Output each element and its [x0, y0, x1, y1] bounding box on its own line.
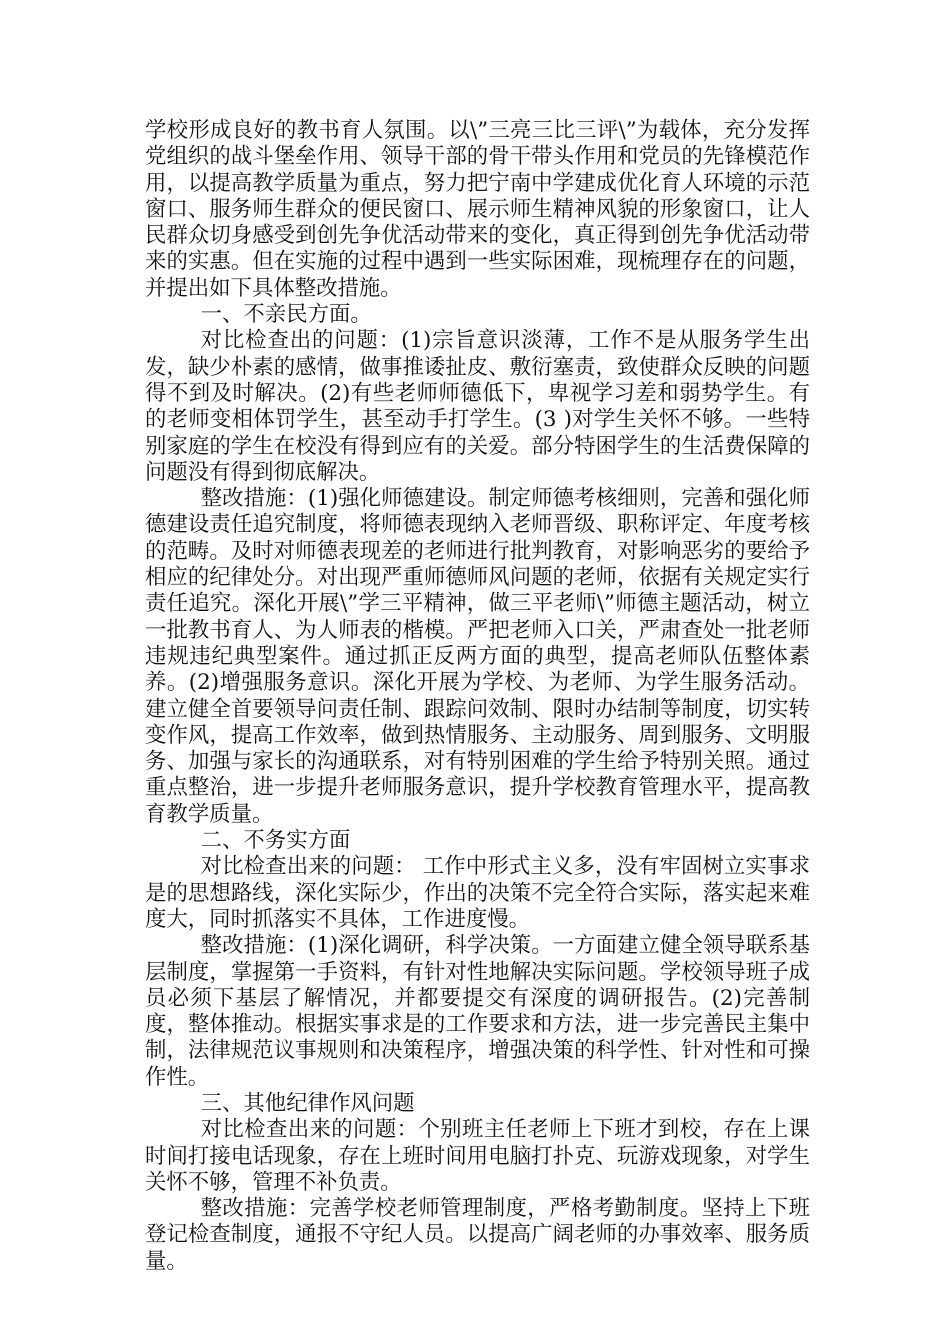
measures-paragraph-3: 整改措施：完善学校老师管理制度，严格考勤制度。坚持上下班登记检查制度，通报不守纪人员。以提高广阔老师的办事效率、服务质量。: [145, 1196, 810, 1274]
section-heading-1: 一、不亲民方面。: [200, 302, 372, 328]
problems-paragraph-2: 对比检查出来的问题： 工作中形式主义多，没有牢固树立实事求是的思想路线，深化实际少，作出的决策不完全符合实际，落实起来难度大，同时抓落实不具体，工作进度慢。: [145, 854, 810, 932]
intro-paragraph: 学校形成良好的教书育人氛围。以\”三亮三比三评\”为载体，充分发挥党组织的战斗堡垒作用、领导干部的骨干带头作用和党员的先锋模范作用，以提高教学质量为重点，努力把宁南中学建成优化育人环境的示范窗口、服务师生群众的便民窗口、展示师生精神风貌的形象窗口，让人民群众切身感受到创先争优活动带来的变化，真正得到创先争优活动带来的实惠。但在实施的过程中遇到一些实际困难，现梳理存在的问题，并提出如下具体整改措施。: [145, 118, 810, 301]
problems-paragraph-3: 对比检查出来的问题：个别班主任老师上下班才到校，存在上课时间打接电话现象，存在上班时间用电脑打扑克、玩游戏现象，对学生关怀不够，管理不补负责。: [145, 1117, 810, 1195]
section-heading-3: 三、其他纪律作风问题: [200, 1090, 415, 1116]
measures-paragraph-1: 整改措施：(1)强化师德建设。制定师德考核细则，完善和强化师德建设责任追究制度，将师德表现纳入老师晋级、职称评定、年度考核的范畴。及时对师德表现差的老师进行批判教育，对影响恶劣的要给予相应的纪律处分。对出现严重师德师风问题的老师，依据有关规定实行责任追究。深化开展\”学三平精神，做三平老师\”师德主题活动，树立一批教书育人、为人师表的楷模。严把老师入口关，严肃查处一批老师违规违纪典型案件。通过抓正反两方面的典型，提高老师队伍整体素养。(2)增强服务意识。深化开展为学校、为老师、为学生服务活动。建立健全首要领导问责任制、跟踪问效制、限时办结制等制度，切实转变作风，提高工作效率，做到热情服务、主动服务、周到服务、文明服务、加强与家长的沟通联系，对有特别困难的学生给予特别关照。通过重点整治，进一步提升老师服务意识，提升学校教育管理水平，提高教育教学质量。: [145, 486, 810, 827]
problems-paragraph-1: 对比检查出的问题：(1)宗旨意识淡薄，工作不是从服务学生出发，缺少朴素的感情，做事推诿扯皮、敷衍塞责，致使群众反映的问题得不到及时解决。(2)有些老师师德低下，卑视学习差和弱势学生。有的老师变相体罚学生，甚至动手打学生。(3 )对学生关怀不够。一些特别家庭的学生在校没有得到应有的关爱。部分特困学生的生活费保障的问题没有得到彻底解决。: [145, 328, 810, 485]
measures-paragraph-2: 整改措施：(1)深化调研，科学决策。一方面建立健全领导联系基层制度，掌握第一手资料，有针对性地解决实际问题。学校领导班子成员必须下基层了解情况，并都要提交有深度的调研报告。(2)完善制度，整体推动。根据实事求是的工作要求和方法，进一步完善民主集中制，法律规范议事规则和决策程序，增强决策的科学性、针对性和可操作性。: [145, 933, 810, 1090]
document-page: [145, 118, 810, 1275]
section-heading-2: 二、不务实方面: [200, 828, 351, 854]
